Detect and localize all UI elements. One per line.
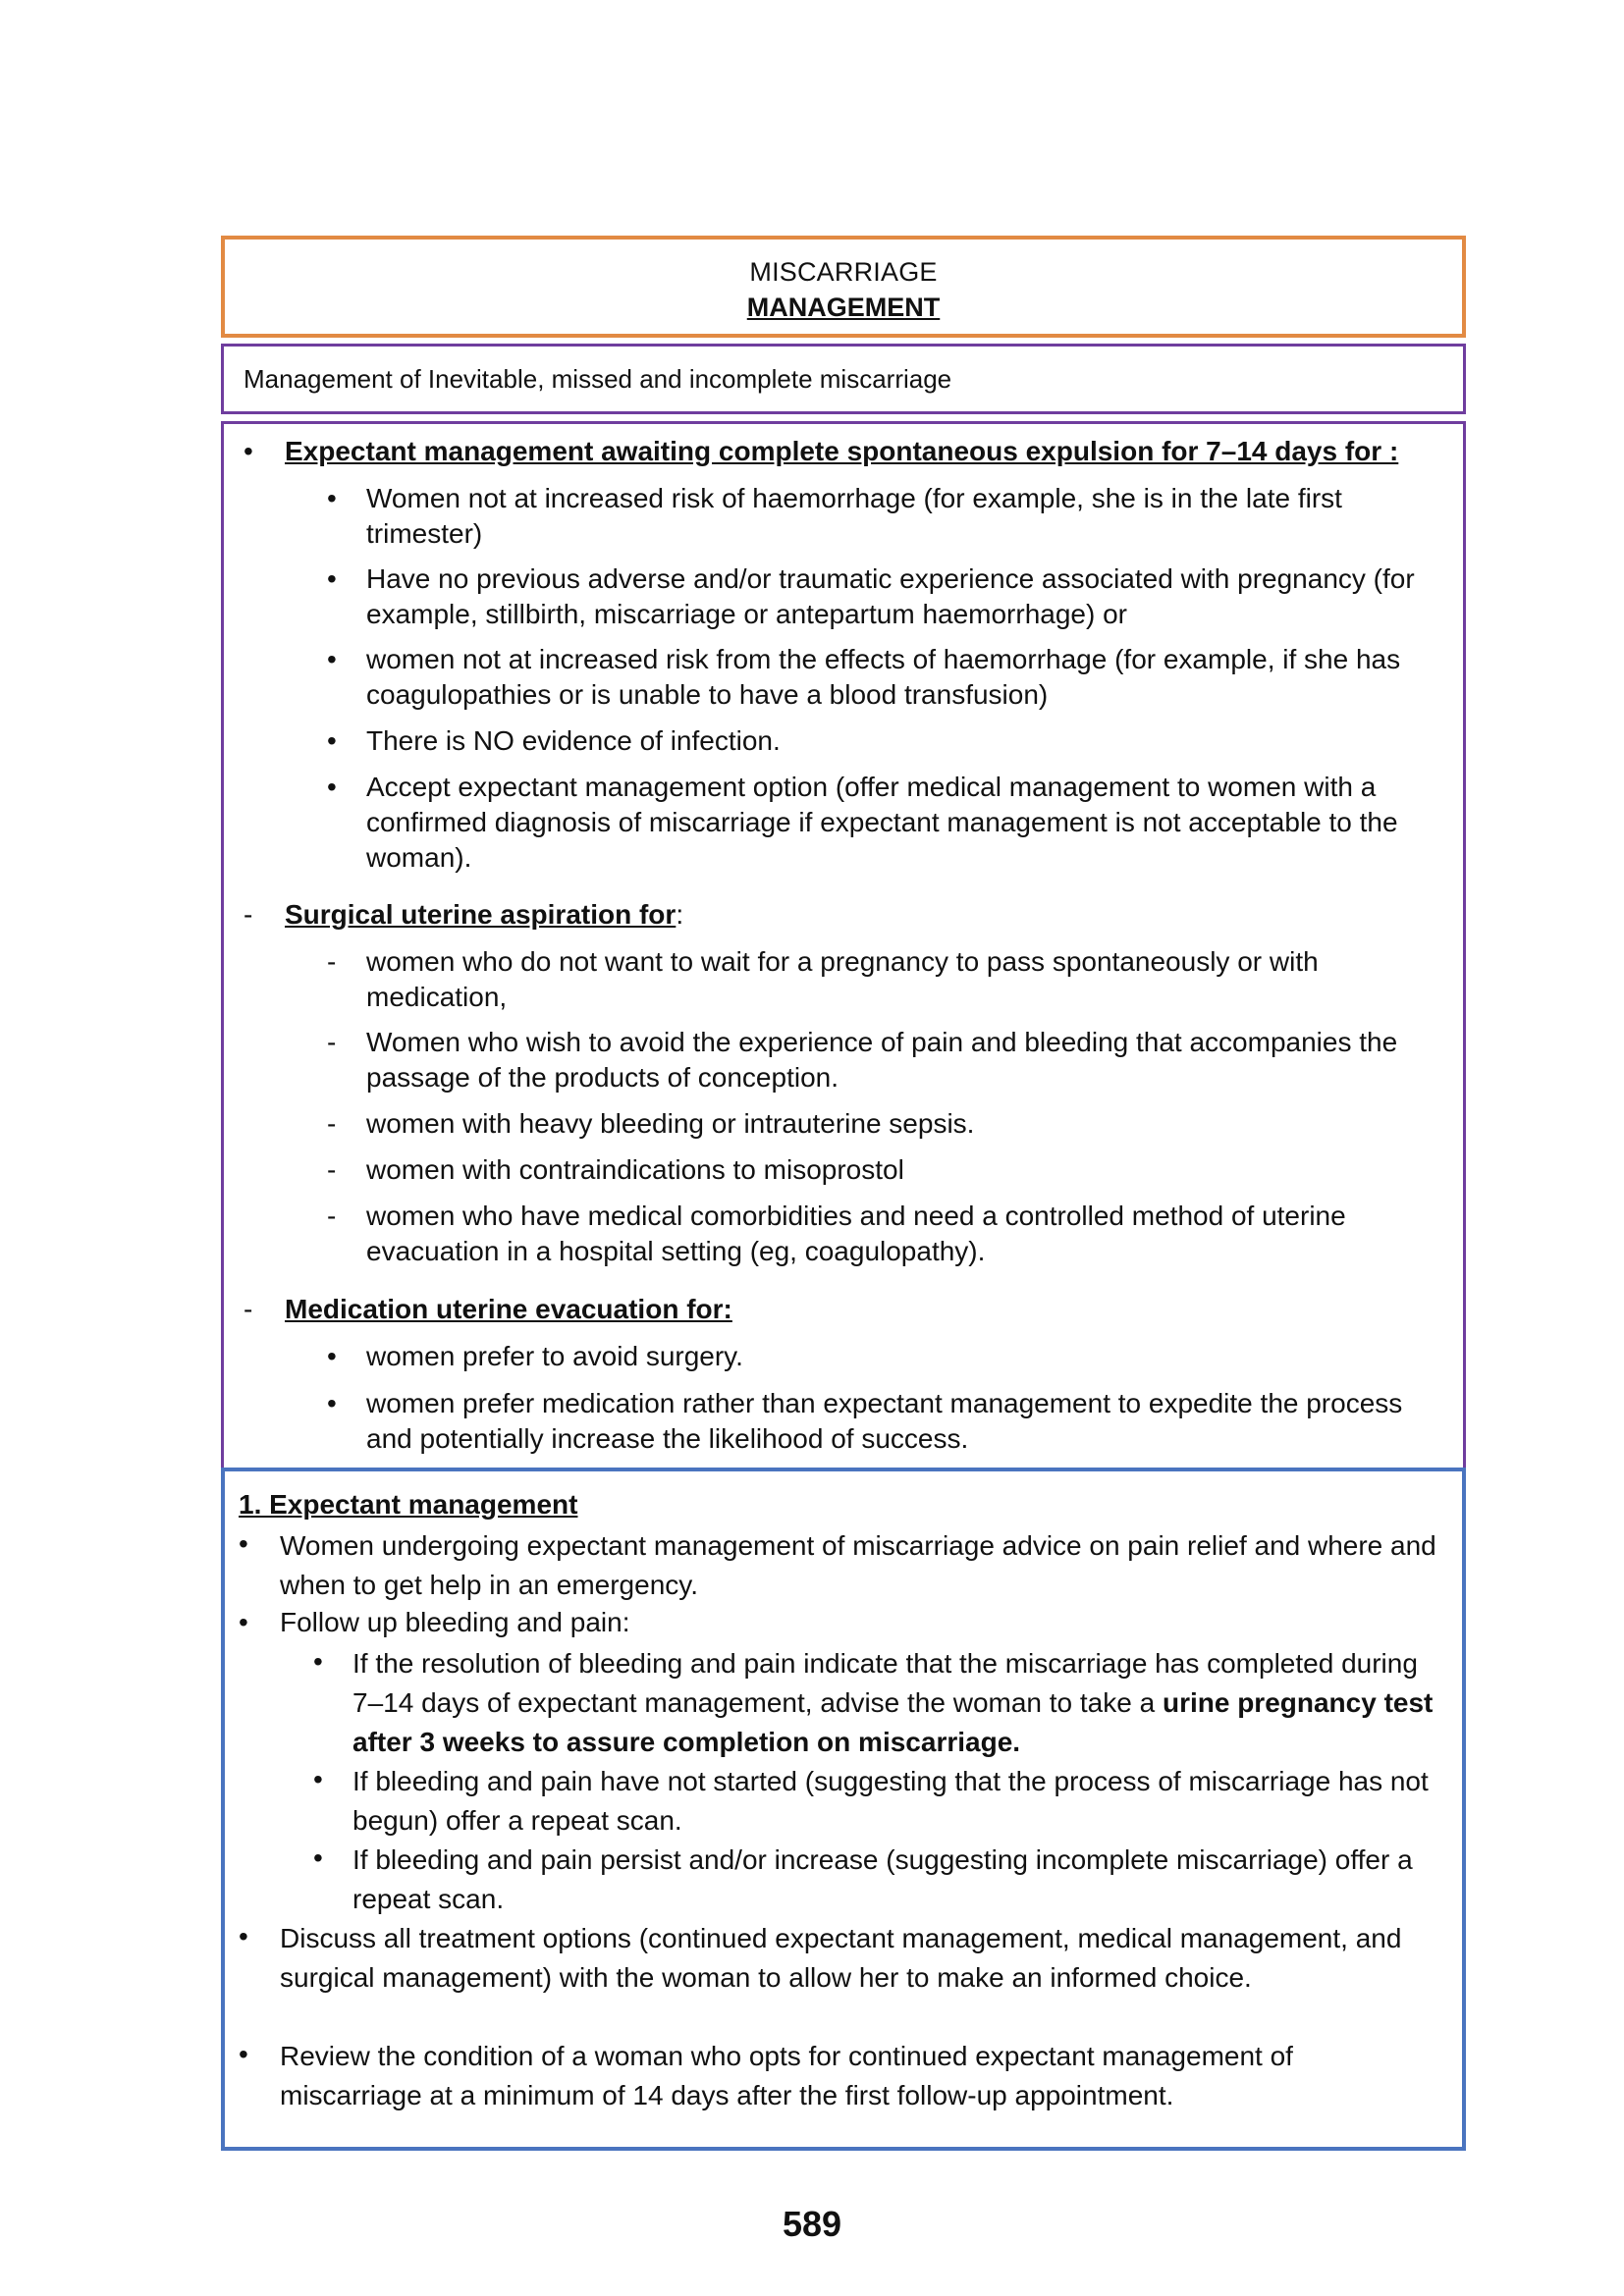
surgical-item: Women who wish to avoid the experience of pain and bleeding that accompanies the passage of the products of conception. (366, 1027, 1398, 1093)
bullet-marker: • (239, 1607, 248, 1637)
dash-marker: - (327, 1027, 337, 1057)
surgical-heading-wrap (285, 897, 1443, 933)
medication-heading: Medication uterine evacuation for: (285, 1294, 732, 1324)
dash-marker: - (244, 1294, 253, 1324)
dash-marker: - (244, 899, 253, 930)
bullet-marker: • (313, 1646, 323, 1677)
bullet-marker: • (313, 1764, 323, 1794)
expectant-heading: Expectant management awaiting complete spontaneous expulsion for 7–14 days for : (285, 436, 1399, 466)
expectant-management-box (221, 1468, 1466, 2151)
bullet-marker: • (239, 2039, 248, 2069)
dash-marker: - (327, 1154, 337, 1185)
bullet-marker: • (239, 1528, 248, 1559)
surgical-item: women with contraindications to misoprostol (366, 1154, 904, 1185)
bullet-marker: • (327, 772, 337, 802)
bullet-marker: • (239, 1921, 248, 1951)
indications-box (221, 421, 1466, 1471)
dash-marker: - (327, 946, 337, 977)
surgical-heading: Surgical uterine aspiration for (285, 899, 677, 930)
follow-up-text: If the resolution of bleeding and pain indicate that the miscarriage has completed during 7–14 days of expectant management, advise the woman to take a (352, 1648, 1418, 1718)
bullet-marker: • (313, 1842, 323, 1873)
expectant-management-item: Follow up bleeding and pain: (280, 1607, 630, 1637)
expectant-item: Have no previous adverse and/or traumatic experience associated with pregnancy (for example, stillbirth, miscarriage or antepartum haemorrhage) or (366, 563, 1415, 629)
expectant-management-heading: 1. Expectant management (239, 1489, 578, 1520)
expectant-item: women not at increased risk from the effects of haemorrhage (for example, if she has coagulopathies or is unable to have a blood transfusion) (366, 644, 1401, 710)
dash-marker: - (327, 1108, 337, 1139)
expectant-management-heading-row (239, 1487, 577, 1522)
section-heading: Management of Inevitable, missed and incomplete miscarriage (244, 364, 952, 394)
page-title: MISCARRIAGE (749, 257, 938, 287)
bullet-marker: • (327, 1341, 337, 1371)
bullet-marker: • (327, 1388, 337, 1418)
bullet-marker: • (327, 644, 337, 674)
expectant-item: There is NO evidence of infection. (366, 725, 781, 756)
surgical-item: women who have medical comorbidities and need a controlled method of uterine evacuation in a hospital setting (eg, coagulopathy). (366, 1201, 1346, 1266)
expectant-item: Accept expectant management option (offer medical management to women with a confirmed diagnosis of miscarriage if expectant management is not acceptable to the woman). (366, 772, 1398, 873)
follow-up-item: If bleeding and pain persist and/or increase (suggesting incomplete miscarriage) offer a repeat scan. (352, 1844, 1413, 1914)
section-heading-box (221, 344, 1466, 414)
surgical-heading-suffix: : (676, 899, 684, 930)
bullet-marker: • (244, 436, 253, 466)
title-box (221, 236, 1466, 338)
expectant-item: Women not at increased risk of haemorrhage (for example, she is in the late first trimester) (366, 483, 1342, 549)
expectant-management-item: Women undergoing expectant management of miscarriage advice on pain relief and where and when to get help in an emergency. (280, 1530, 1436, 1600)
follow-up-item (352, 1644, 1442, 1762)
expectant-management-item: Review the condition of a woman who opts for continued expectant management of miscarriage at a minimum of 14 days after the first follow-up appointment. (280, 2041, 1293, 2110)
follow-up-emphasis: urine pregnancy test after 3 weeks to assure completion on miscarriage. (352, 1687, 1434, 1757)
medication-item: women prefer medication rather than expectant management to expedite the process and potentially increase the likelihood of success. (366, 1388, 1403, 1454)
medication-item: women prefer to avoid surgery. (366, 1341, 743, 1371)
page-subtitle: MANAGEMENT (746, 293, 941, 322)
surgical-item: women who do not want to wait for a pregnancy to pass spontaneously or with medication, (366, 946, 1319, 1012)
dash-marker: - (327, 1201, 337, 1231)
follow-up-item: If bleeding and pain have not started (suggesting that the process of miscarriage has not begun) offer a repeat scan. (352, 1766, 1429, 1836)
page-number: 589 (782, 2204, 842, 2244)
bullet-marker: • (327, 725, 337, 756)
surgical-item: women with heavy bleeding or intrauterine sepsis. (366, 1108, 975, 1139)
bullet-marker: • (327, 563, 337, 594)
bullet-marker: • (327, 483, 337, 513)
expectant-management-item: Discuss all treatment options (continued expectant management, medical management, and surgical management) with the woman to allow her to make an informed choice. (280, 1923, 1402, 1993)
